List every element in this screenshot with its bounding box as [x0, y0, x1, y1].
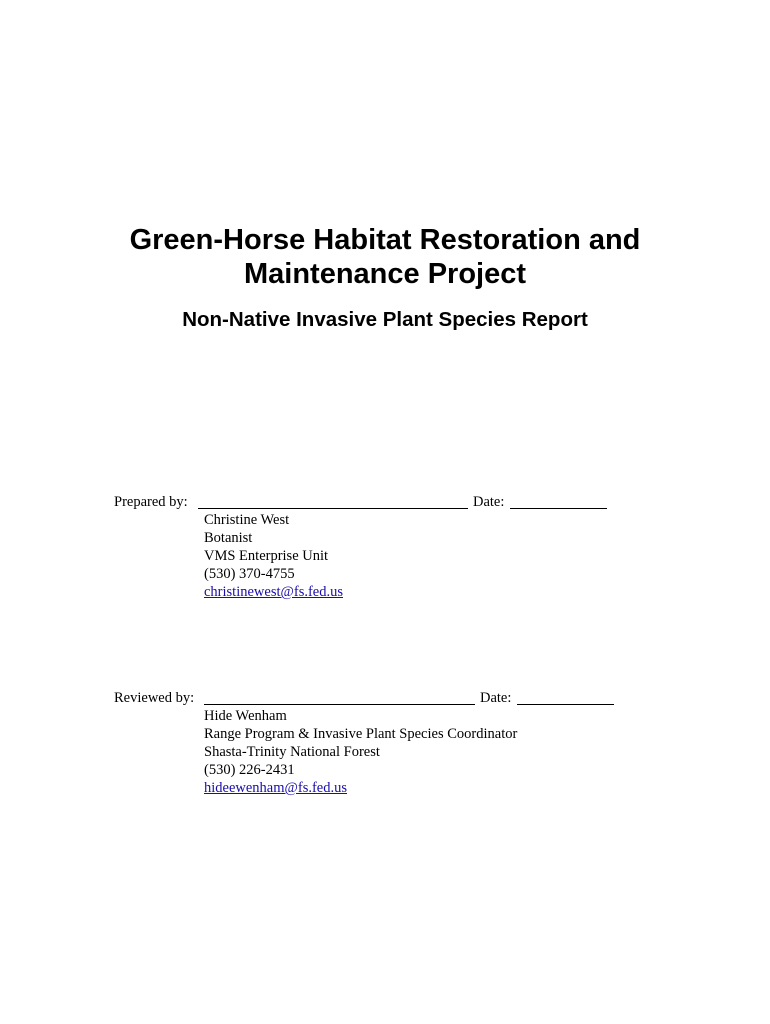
reviewed-date-line	[517, 704, 614, 705]
reviewed-by-label: Reviewed by:	[114, 690, 195, 706]
preparer-details	[204, 511, 754, 601]
preparer-name: Christine West	[204, 512, 290, 528]
reviewer-role: Range Program & Invasive Plant Species Coordinator	[204, 726, 518, 742]
reviewed-date-label: Date:	[480, 690, 512, 706]
reviewer-email-link[interactable]: hideewenham@fs.fed.us	[204, 780, 348, 796]
prepared-by-block	[114, 493, 754, 601]
reviewed-signature-row	[114, 689, 754, 707]
document-title-line-1: Green-Horse Habitat Restoration and	[129, 224, 641, 256]
document-title-line-2: Maintenance Project	[243, 258, 527, 290]
document-subtitle: Non-Native Invasive Plant Species Report	[182, 308, 588, 331]
reviewer-unit: Shasta-Trinity National Forest	[204, 744, 380, 760]
reviewed-by-block	[114, 689, 754, 797]
prepared-date-line	[510, 508, 607, 509]
preparer-unit: VMS Enterprise Unit	[204, 548, 329, 564]
prepared-signature-row	[114, 493, 754, 511]
preparer-phone: (530) 370-4755	[204, 566, 295, 582]
prepared-signature-line	[198, 508, 468, 509]
reviewer-name: Hide Wenham	[204, 708, 287, 724]
reviewer-details	[204, 707, 754, 797]
preparer-email-link[interactable]: christinewest@fs.fed.us	[204, 584, 343, 600]
title-block	[0, 223, 770, 291]
reviewer-phone: (530) 226-2431	[204, 762, 295, 778]
preparer-role: Botanist	[204, 530, 253, 546]
prepared-by-label: Prepared by:	[114, 494, 188, 510]
prepared-date-label: Date:	[473, 494, 505, 510]
reviewed-signature-line	[204, 704, 475, 705]
